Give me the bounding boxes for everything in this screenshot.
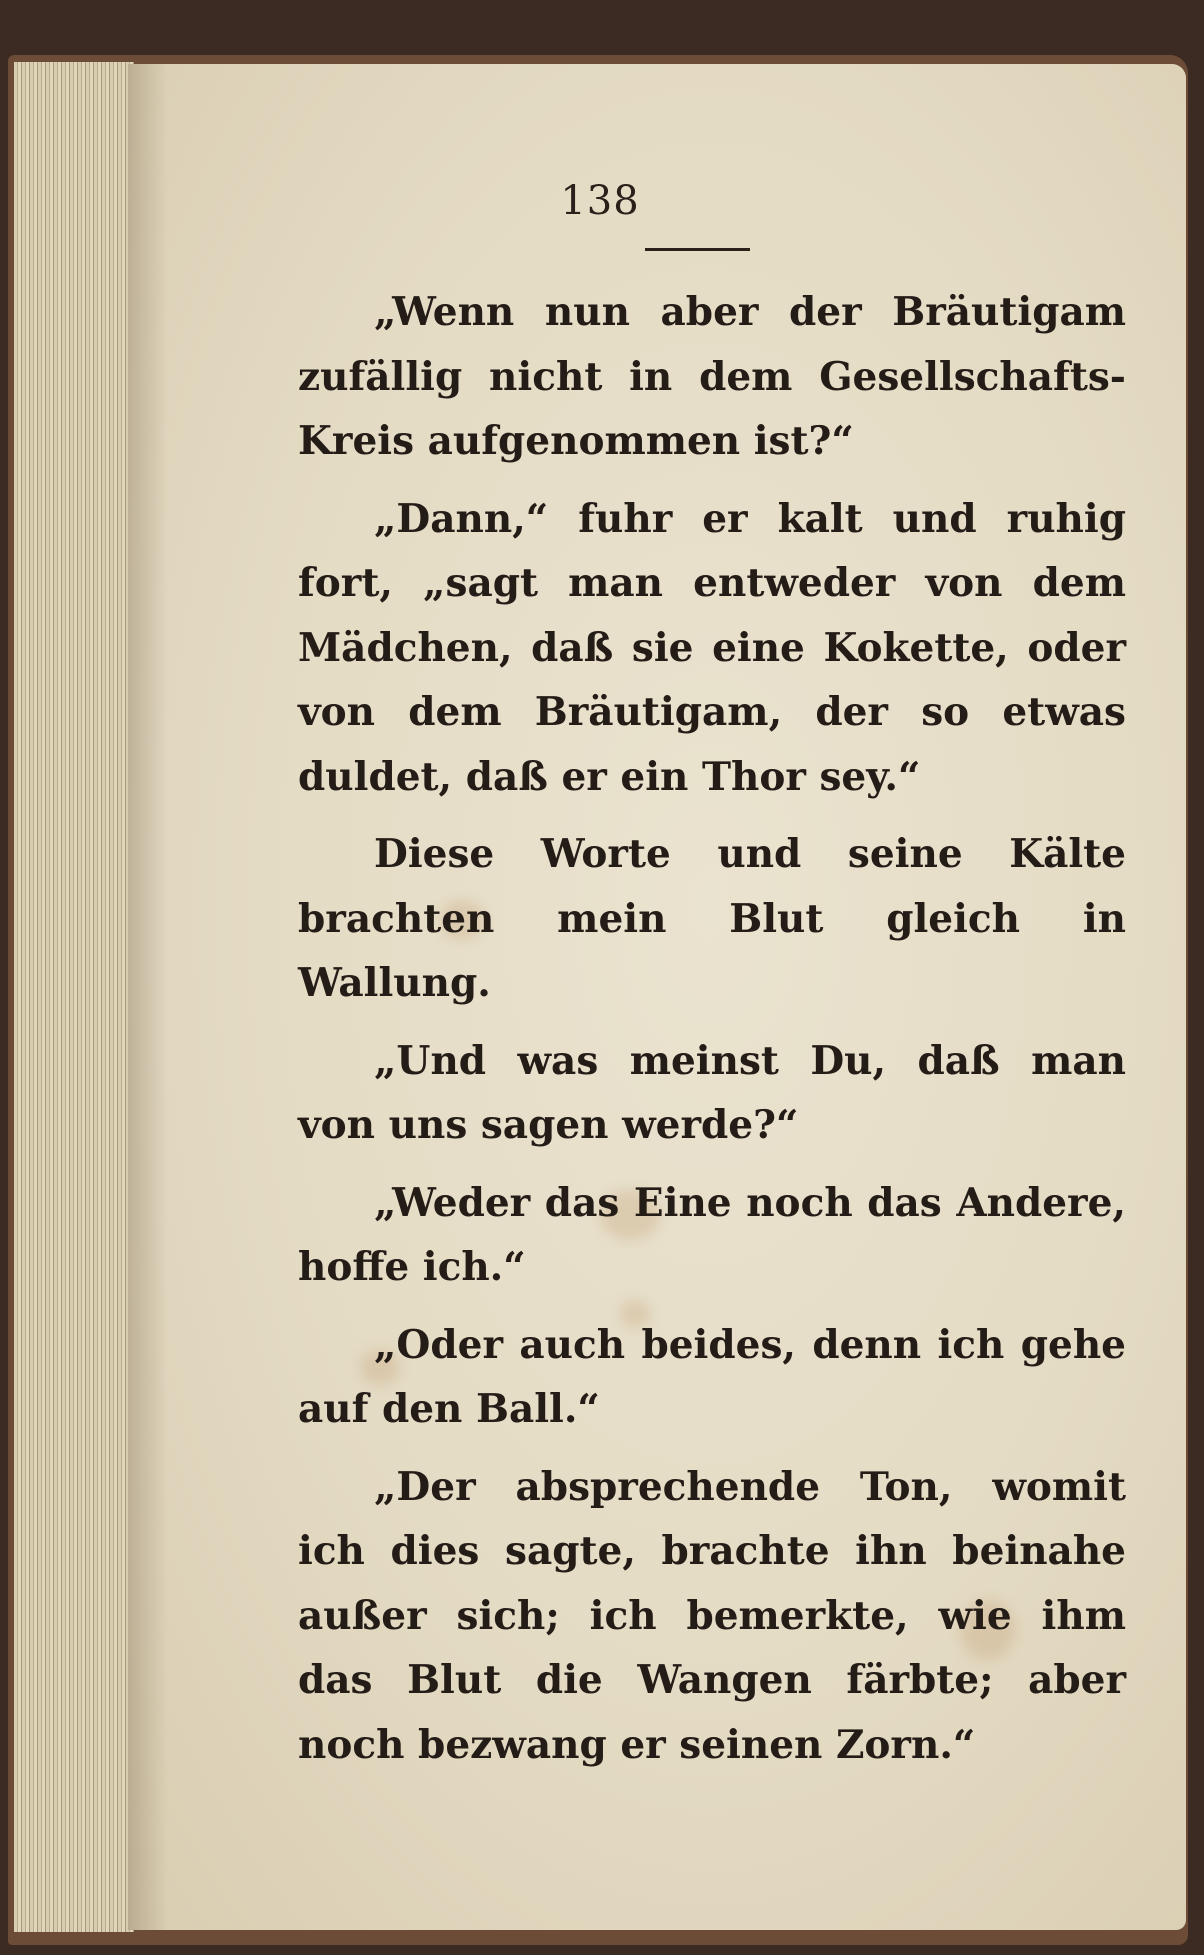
page-number: 138 <box>560 178 640 224</box>
paragraph: „Und was meinst Du, daß man von uns sagen werde?“ <box>298 1037 1126 1148</box>
body-text <box>298 280 1126 1790</box>
page-edges <box>14 62 134 1932</box>
paragraph: Diese Worte und seine Kälte brachten mein Blut gleich in Wallung. <box>298 831 1126 1006</box>
paragraph: „Oder auch beides, denn ich gehe auf den Ball.“ <box>298 1321 1126 1432</box>
header-rule <box>645 248 750 251</box>
paragraph: „Weder das Eine noch das Andere, hoffe ich.“ <box>298 1179 1126 1290</box>
paragraph: „Wenn nun aber der Bräutigam zufällig nicht in dem Gesellschafts-Kreis aufgenommen ist?“ <box>298 289 1126 464</box>
paragraph: „Der absprechende Ton, womit ich dies sagte, brachte ihn beinahe außer sich; ich bemerkte, wie ihm das Blut die Wangen färbte; aber noch bezwang er seinen Zorn.“ <box>298 1463 1126 1768</box>
gutter-shadow <box>128 64 168 1930</box>
paragraph: „Dann,“ fuhr er kalt und ruhig fort, „sagt man entweder von dem Mädchen, daß sie eine Kokette, oder von dem Bräutigam, der so etwas duldet, daß er ein Thor sey.“ <box>298 495 1126 800</box>
